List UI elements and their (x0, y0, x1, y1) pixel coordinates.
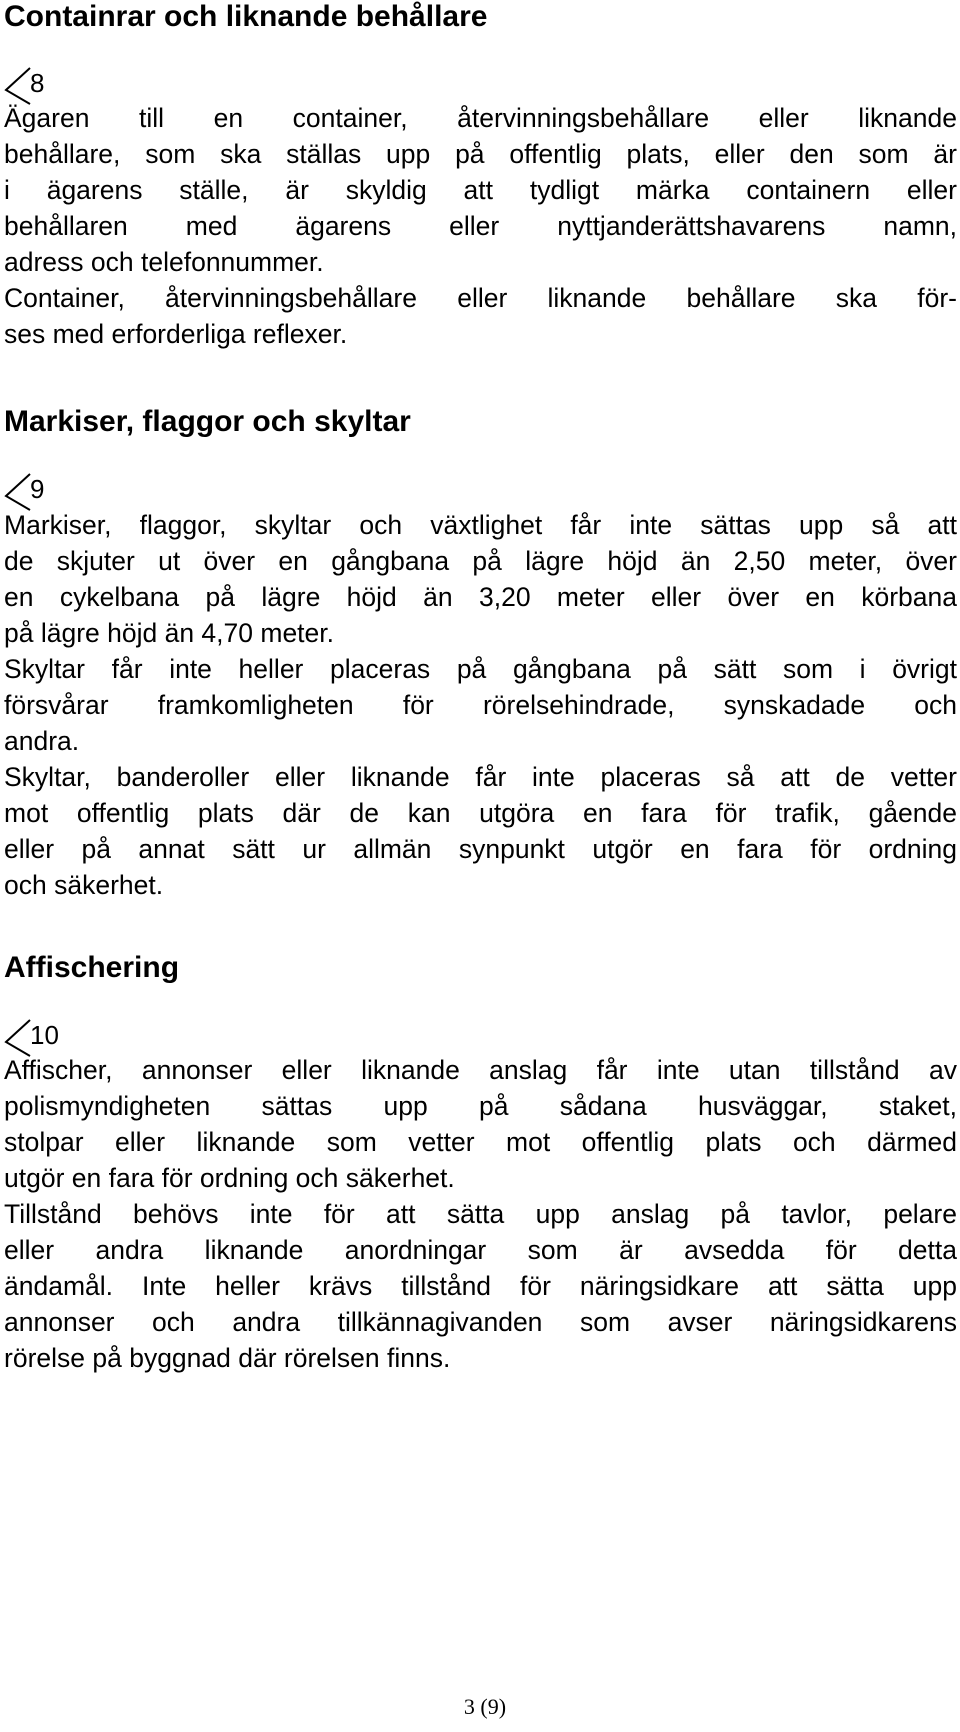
text-line: eller andra liknande anordningar som är avsedda för detta (4, 1235, 957, 1265)
paragraph-text-9 (4, 507, 957, 903)
text-line: eller på annat sätt ur allmän synpunkt utgör en fara för ordning (4, 834, 957, 864)
text-line: en cykelbana på lägre höjd än 3,20 meter eller över en körbana (4, 582, 957, 612)
text-line: Tillstånd behövs inte för att sätta upp anslag på tavlor, pelare (4, 1199, 957, 1229)
text-line: rörelse på byggnad där rörelsen finns. (4, 1343, 451, 1373)
text-line: ses med erforderliga reflexer. (4, 319, 348, 349)
text-line: i ägarens ställe, är skyldig att tydligt märka containern eller (4, 175, 957, 205)
text-line: de skjuter ut över en gångbana på lägre höjd än 2,50 meter, över (4, 546, 957, 576)
text-line: på lägre höjd än 4,70 meter. (4, 618, 335, 648)
text-line: andra. (4, 726, 80, 756)
text-line: polismyndigheten sättas upp på sådana husväggar, staket, (4, 1091, 957, 1121)
section-heading-markiser: Markiser, flaggor och skyltar (4, 405, 411, 438)
text-line: och säkerhet. (4, 870, 164, 900)
text-line: behållare, som ska ställas upp på offentlig plats, eller den som är (4, 139, 957, 169)
text-line: stolpar eller liknande som vetter mot offentlig plats och därmed (4, 1127, 957, 1157)
text-line: utgör en fara för ordning och säkerhet. (4, 1163, 455, 1193)
text-line: Ägaren till en container, återvinningsbehållare eller liknande (4, 103, 957, 133)
text-line: Markiser, flaggor, skyltar och växtlighet får inte sättas upp så att (4, 510, 957, 540)
paragraph-number: 9 (30, 474, 45, 504)
text-line: Affischer, annonser eller liknande anslag får inte utan tillstånd av (4, 1055, 957, 1085)
section-heading-affischering: Affischering (4, 951, 180, 984)
page-number: 3 (9) (463, 1694, 507, 1719)
section-heading-containrar: Containrar och liknande behållare (4, 0, 488, 33)
text-line: ändamål. Inte heller krävs tillstånd för näringsidkare att sätta upp (4, 1271, 957, 1301)
text-line: adress och telefonnummer. (4, 247, 324, 277)
text-line: annonser och andra tillkännagivanden som avser näringsidkarens (4, 1307, 957, 1337)
text-line: Container, återvinningsbehållare eller liknande behållare ska för- (4, 283, 957, 313)
paragraph-text-10 (4, 1052, 957, 1376)
text-line: försvårar framkomligheten för rörelsehindrade, synskadade och (4, 690, 957, 720)
text-line: Skyltar, banderoller eller liknande får inte placeras så att de vetter (4, 762, 957, 792)
paragraph-text-8 (4, 100, 957, 352)
paragraph-number-9 (4, 472, 204, 512)
paragraph-number: 10 (30, 1020, 59, 1050)
text-line: mot offentlig plats där de kan utgöra en fara för trafik, gående (4, 798, 957, 828)
text-line: Skyltar får inte heller placeras på gångbana på sätt som i övrigt (4, 654, 957, 684)
text-line: behållaren med ägarens eller nyttjanderättshavarens namn, (4, 211, 957, 241)
paragraph-number: 8 (30, 68, 45, 98)
